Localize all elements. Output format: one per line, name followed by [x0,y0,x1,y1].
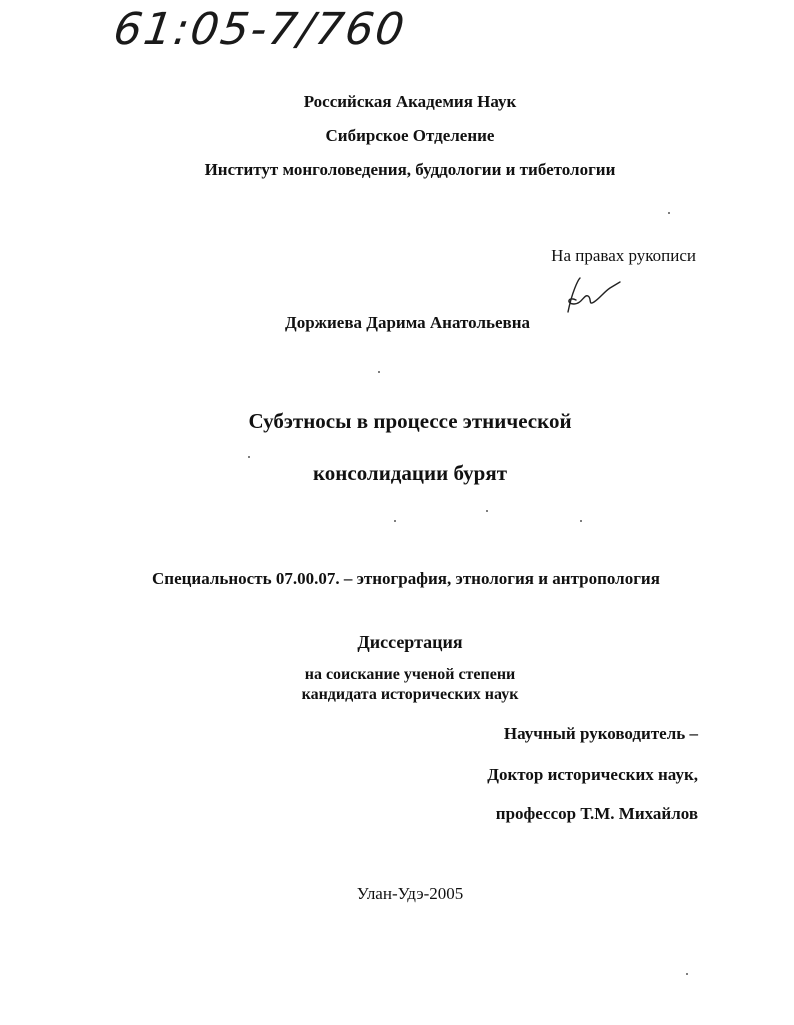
scan-speck [580,520,582,522]
academy-name: Российская Академия Наук [303,92,517,111]
institute-name: Институт монголоведения, буддологии и тибетологии [204,160,616,179]
scan-speck [378,371,380,373]
title-line-2: консолидации бурят [312,461,508,485]
supervisor-line-1: Научный руководитель – [503,724,698,743]
scan-speck [686,973,688,975]
scan-speck [394,520,396,522]
archive-code-handwritten: 61:05-7/760 [110,4,410,55]
place-year: Улан-Удэ-2005 [356,884,464,903]
title-line-1: Субэтносы в процессе этнической [248,409,572,433]
scan-speck [248,456,250,458]
scan-speck [668,212,670,214]
scan-speck [486,510,488,512]
manuscript-note: На правах рукописи [551,246,696,265]
supervisor-line-3: профессор Т.М. Михайлов [495,804,698,823]
branch-name: Сибирское Отделение [325,126,495,145]
signature [558,272,628,320]
specialty: Специальность 07.00.07. – этнография, этнология и антропология [152,569,660,588]
degree-line-1: на соискание ученой степени [304,666,516,683]
supervisor-line-2: Доктор исторических наук, [487,765,698,784]
work-type: Диссертация [357,632,463,652]
author-name: Доржиева Дарима Анатольевна [285,313,530,332]
degree-line-2: кандидата исторических наук [301,686,519,703]
